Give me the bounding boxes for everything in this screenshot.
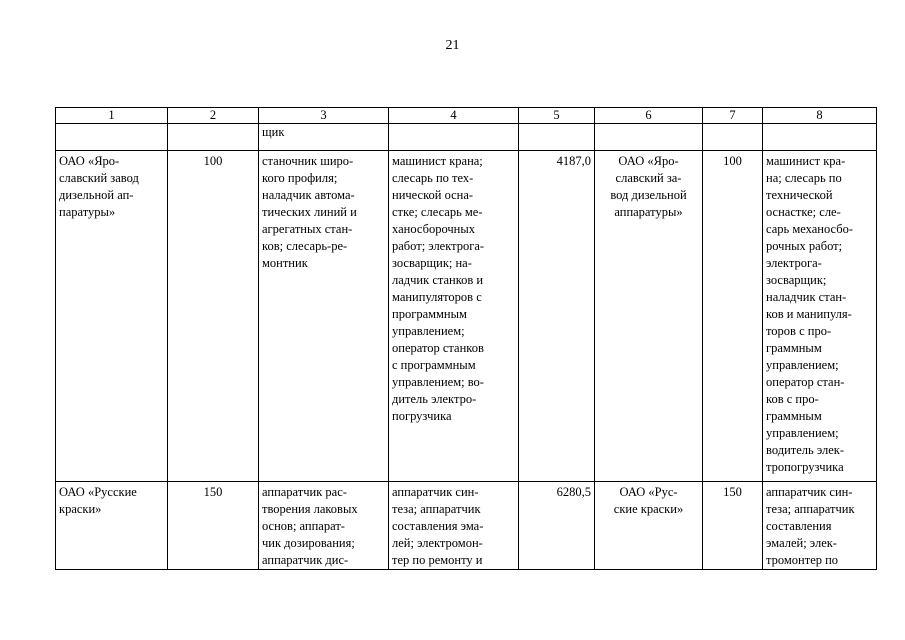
cell-text-line: 100 xyxy=(723,154,742,168)
table-row xyxy=(56,151,877,482)
cell-text-line: ков; слесарь-ре- xyxy=(262,239,348,253)
cell-text-line: славский за- xyxy=(615,171,682,185)
table-cell-col-8 xyxy=(763,151,877,482)
column-header: 4 xyxy=(389,108,519,124)
cell-text-line: краски» xyxy=(59,502,102,516)
cell-text-line: управлением; во- xyxy=(392,375,484,389)
table-cell-col-2 xyxy=(168,482,259,570)
cell-text-line: погрузчика xyxy=(392,409,452,423)
cell-text-line: станочник широ- xyxy=(262,154,354,168)
cell-text-line: аппаратуры» xyxy=(614,205,683,219)
cell-text-line: дитель электро- xyxy=(392,392,477,406)
table-cell-col-3 xyxy=(259,482,389,570)
cell-text-line: сарь механосбо- xyxy=(766,222,853,236)
cell-text-line: щик xyxy=(262,125,285,139)
table-cell-col-6 xyxy=(595,151,703,482)
cell-text-line: кого профиля; xyxy=(262,171,338,185)
table-cell-col-7 xyxy=(703,482,763,570)
cell-text-line: тических линий и xyxy=(262,205,357,219)
cell-text-line: ОАО «Русские xyxy=(59,485,137,499)
cell-text-line: водитель элек- xyxy=(766,443,844,457)
column-header: 8 xyxy=(763,108,877,124)
cell-text-line: эмалей; элек- xyxy=(766,536,837,550)
cell-text-line: нической осна- xyxy=(392,188,474,202)
table-cell-col-1 xyxy=(56,482,168,570)
table-cell-col-2 xyxy=(168,151,259,482)
table-cell-col-2 xyxy=(168,124,259,151)
cell-text-line: 6280,5 xyxy=(556,485,591,499)
cell-text-line: ские краски» xyxy=(613,502,684,516)
table-cell-col-5 xyxy=(519,482,595,570)
cell-text-line: с программным xyxy=(392,358,476,372)
cell-text-line: граммным xyxy=(766,341,822,355)
cell-text-line: 150 xyxy=(203,485,223,499)
cell-text-line: стке; слесарь ме- xyxy=(392,205,483,219)
cell-text-line: торов с про- xyxy=(766,324,832,338)
table-cell-col-1 xyxy=(56,151,168,482)
cell-text-line: 4187,0 xyxy=(556,154,591,168)
cell-text-line: аппаратчик рас- xyxy=(262,485,347,499)
column-header: 7 xyxy=(703,108,763,124)
cell-text-line: аппаратчик син- xyxy=(766,485,853,499)
cell-text-line: лей; электромон- xyxy=(392,536,483,550)
cell-text-line: ОАО «Яро- xyxy=(59,154,120,168)
column-header: 6 xyxy=(595,108,703,124)
data-table xyxy=(55,107,877,570)
page-number: 21 xyxy=(445,38,460,53)
cell-text-line: ханосборочных xyxy=(392,222,475,236)
cell-text-line: зосварщик; на- xyxy=(392,256,472,270)
cell-text-line: тромонтер по xyxy=(766,553,839,567)
cell-text-line: управлением; xyxy=(766,358,839,372)
cell-text-line: тер по ремонту и xyxy=(392,553,483,567)
cell-text-line: вод дизельной xyxy=(610,188,687,202)
cell-text-line: основ; аппарат- xyxy=(262,519,345,533)
cell-text-line: творения лаковых xyxy=(262,502,358,516)
cell-text-line: оператор станков xyxy=(392,341,484,355)
table-cell-col-3 xyxy=(259,151,389,482)
table-cell-col-8 xyxy=(763,482,877,570)
cell-text-line: аппаратчик дис- xyxy=(262,553,349,567)
cell-text-line: оператор стан- xyxy=(766,375,845,389)
cell-text-line: составления эма- xyxy=(392,519,484,533)
cell-text-line: теза; аппаратчик xyxy=(766,502,855,516)
table-cell-col-6 xyxy=(595,124,703,151)
table-cell-col-7 xyxy=(703,124,763,151)
cell-text-line: электрога- xyxy=(766,256,822,270)
column-header: 2 xyxy=(168,108,259,124)
table-cell-col-4 xyxy=(389,151,519,482)
cell-text-line: славский завод xyxy=(59,171,139,185)
table-cell-col-5 xyxy=(519,151,595,482)
cell-text-line: зосварщик; xyxy=(766,273,827,287)
header-row xyxy=(56,108,877,124)
cell-text-line: слесарь по тех- xyxy=(392,171,474,185)
cell-text-line: машинист кра- xyxy=(766,154,846,168)
table-cell-col-5 xyxy=(519,124,595,151)
table-cell-col-1 xyxy=(56,124,168,151)
cell-text-line: ОАО «Яро- xyxy=(618,154,679,168)
column-header: 1 xyxy=(56,108,168,124)
cell-text-line: машинист крана; xyxy=(392,154,483,168)
cell-text-line: теза; аппаратчик xyxy=(392,502,481,516)
cell-text-line: граммным xyxy=(766,409,822,423)
table-cell-col-4 xyxy=(389,482,519,570)
cell-text-line: программным xyxy=(392,307,467,321)
cell-text-line: технической xyxy=(766,188,833,202)
cell-text-line: на; слесарь по xyxy=(766,171,842,185)
table-cell-col-6 xyxy=(595,482,703,570)
cell-text-line: рочных работ; xyxy=(766,239,843,253)
cell-text-line: ков и манипуля- xyxy=(766,307,852,321)
cell-text-line: оснастке; сле- xyxy=(766,205,841,219)
cell-text-line: работ; электрога- xyxy=(392,239,485,253)
cell-text-line: управлением; xyxy=(392,324,465,338)
table-cell-col-4 xyxy=(389,124,519,151)
cell-text-line: наладчик стан- xyxy=(766,290,847,304)
cell-text-line: монтник xyxy=(262,256,308,270)
cell-text-line: ков с про- xyxy=(766,392,819,406)
cell-text-line: паратуры» xyxy=(59,205,116,219)
column-header: 3 xyxy=(259,108,389,124)
cell-text-line: чик дозирования; xyxy=(262,536,355,550)
cell-text-line: ОАО «Рус- xyxy=(619,485,678,499)
cell-text-line: аппаратчик син- xyxy=(392,485,479,499)
cell-text-line: дизельной ап- xyxy=(59,188,134,202)
cell-text-line: тропогрузчика xyxy=(766,460,844,474)
cell-text-line: наладчик автома- xyxy=(262,188,355,202)
cell-text-line: манипуляторов с xyxy=(392,290,482,304)
cell-text-line: агрегатных стан- xyxy=(262,222,353,236)
cell-text-line: составления xyxy=(766,519,832,533)
table-cell-col-3 xyxy=(259,124,389,151)
column-header: 5 xyxy=(519,108,595,124)
cell-text-line: 100 xyxy=(203,154,223,168)
cell-text-line: 150 xyxy=(723,485,742,499)
cell-text-line: управлением; xyxy=(766,426,839,440)
table-row xyxy=(56,124,877,151)
table-cell-col-8 xyxy=(763,124,877,151)
table-row xyxy=(56,482,877,570)
cell-text-line: ладчик станков и xyxy=(392,273,484,287)
table-cell-col-7 xyxy=(703,151,763,482)
